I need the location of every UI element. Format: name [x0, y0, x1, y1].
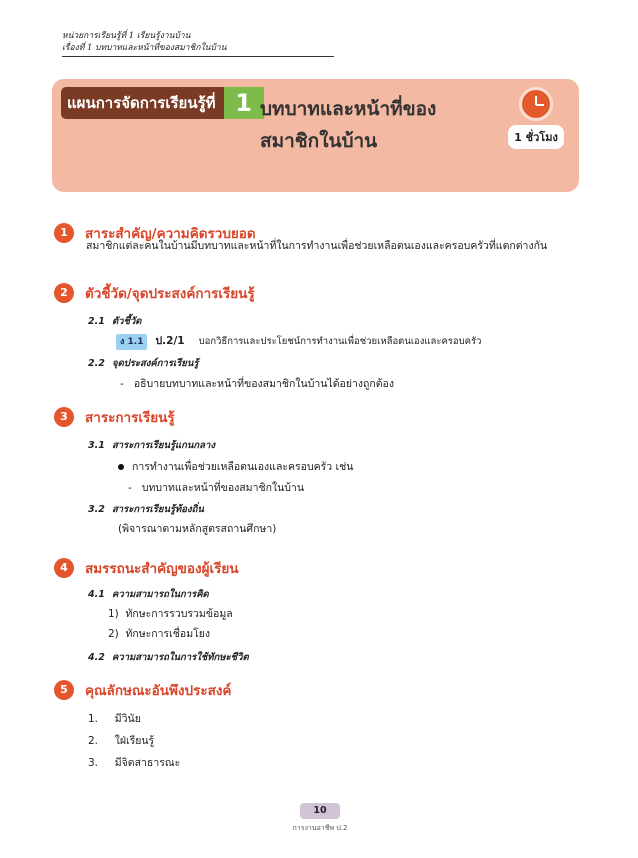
- list-item: 2. ใฝ่เรียนรู้: [88, 735, 155, 747]
- section-number: 4: [54, 558, 74, 578]
- lesson-banner: [52, 79, 579, 192]
- lesson-title-line2: สมาชิกในบ้าน: [260, 130, 378, 152]
- subsection-2-2: 2.2 จุดประสงค์การเรียนรู้: [88, 358, 199, 369]
- section-title: สาระการเรียนรู้: [85, 410, 175, 426]
- book-title-footer: การงานอาชีพ ป.2: [292, 824, 348, 832]
- lesson-plan-label: แผนการจัดการเรียนรู้ที่: [61, 87, 224, 119]
- bullet-dot-icon: [118, 464, 124, 470]
- indicator-grade: ป.2/1: [155, 335, 185, 347]
- lesson-title-line1: บทบาทและหน้าที่ของ: [260, 98, 437, 120]
- section-3-heading: [54, 406, 175, 428]
- duration-hours: 1 ชั่วโมง: [508, 125, 564, 149]
- section-number: 1: [54, 223, 74, 243]
- section-number: 5: [54, 680, 74, 700]
- subsection-3-1: 3.1 สาระการเรียนรู้แกนกลาง: [88, 440, 215, 451]
- lesson-plan-number: 1: [224, 87, 264, 119]
- indicator-code: ง 1.1: [116, 334, 147, 350]
- subsection-4-1: 4.1 ความสามารถในการคิด: [88, 589, 209, 600]
- section-title: สมรรถนะสำคัญของผู้เรียน: [85, 561, 239, 577]
- local-content-text: (พิจารณาตามหลักสูตรสถานศึกษา): [118, 523, 277, 535]
- section-title: ตัวชี้วัด/จุดประสงค์การเรียนรู้: [85, 286, 255, 302]
- section-4-heading: [54, 557, 239, 579]
- lesson-title: [260, 93, 436, 157]
- section-title: คุณลักษณะอันพึงประสงค์: [85, 683, 232, 699]
- subsection-2-1: 2.1 ตัวชี้วัด: [88, 316, 142, 327]
- section-title: สาระสำคัญ/ความคิดรวบยอด: [85, 226, 256, 242]
- objective-item: - อธิบายบทบาทและหน้าที่ของสมาชิกในบ้านได้อย่างถูกต้อง: [120, 378, 394, 390]
- header-rule: [62, 56, 334, 57]
- indicator-description: บอกวิธีการและประโยชน์การทำงานเพื่อช่วยเหลือตนเองและครอบครัว: [198, 336, 482, 347]
- running-header: [62, 30, 334, 57]
- key-concept-text: สมาชิกแต่ละคนในบ้านมีบทบาทและหน้าที่ในการทำงานเพื่อช่วยเหลือตนเองและครอบครัวที่แตกต่างกัน: [86, 240, 548, 252]
- clock-icon: [519, 87, 553, 121]
- section-5-heading: [54, 679, 231, 701]
- page-number: 10: [300, 803, 340, 819]
- list-item: 1. มีวินัย: [88, 713, 141, 725]
- content-subitem: - บทบาทและหน้าที่ของสมาชิกในบ้าน: [128, 482, 305, 494]
- subsection-4-2: 4.2 ความสามารถในการใช้ทักษะชีวิต: [88, 652, 249, 663]
- list-item: 1) ทักษะการรวบรวมข้อมูล: [108, 608, 233, 620]
- header-topic: เรื่องที่ 1 บทบาทและหน้าที่ของสมาชิกในบ้าน: [62, 43, 227, 53]
- indicator-row: [116, 334, 481, 350]
- duration-box: [505, 87, 567, 149]
- section-2-heading: [54, 282, 255, 304]
- section-number: 2: [54, 283, 74, 303]
- subsection-3-2: 3.2 สาระการเรียนรู้ท้องถิ่น: [88, 504, 204, 515]
- content-bullet: การทำงานเพื่อช่วยเหลือตนเองและครอบครัว เช่น: [118, 460, 353, 474]
- section-number: 3: [54, 407, 74, 427]
- lesson-plan-tab: [61, 87, 264, 119]
- header-unit: หน่วยการเรียนรู้ที่ 1 เรียนรู้งานบ้าน: [62, 31, 191, 41]
- list-item: 3. มีจิตสาธารณะ: [88, 757, 181, 769]
- list-item: 2) ทักษะการเชื่อมโยง: [108, 628, 211, 640]
